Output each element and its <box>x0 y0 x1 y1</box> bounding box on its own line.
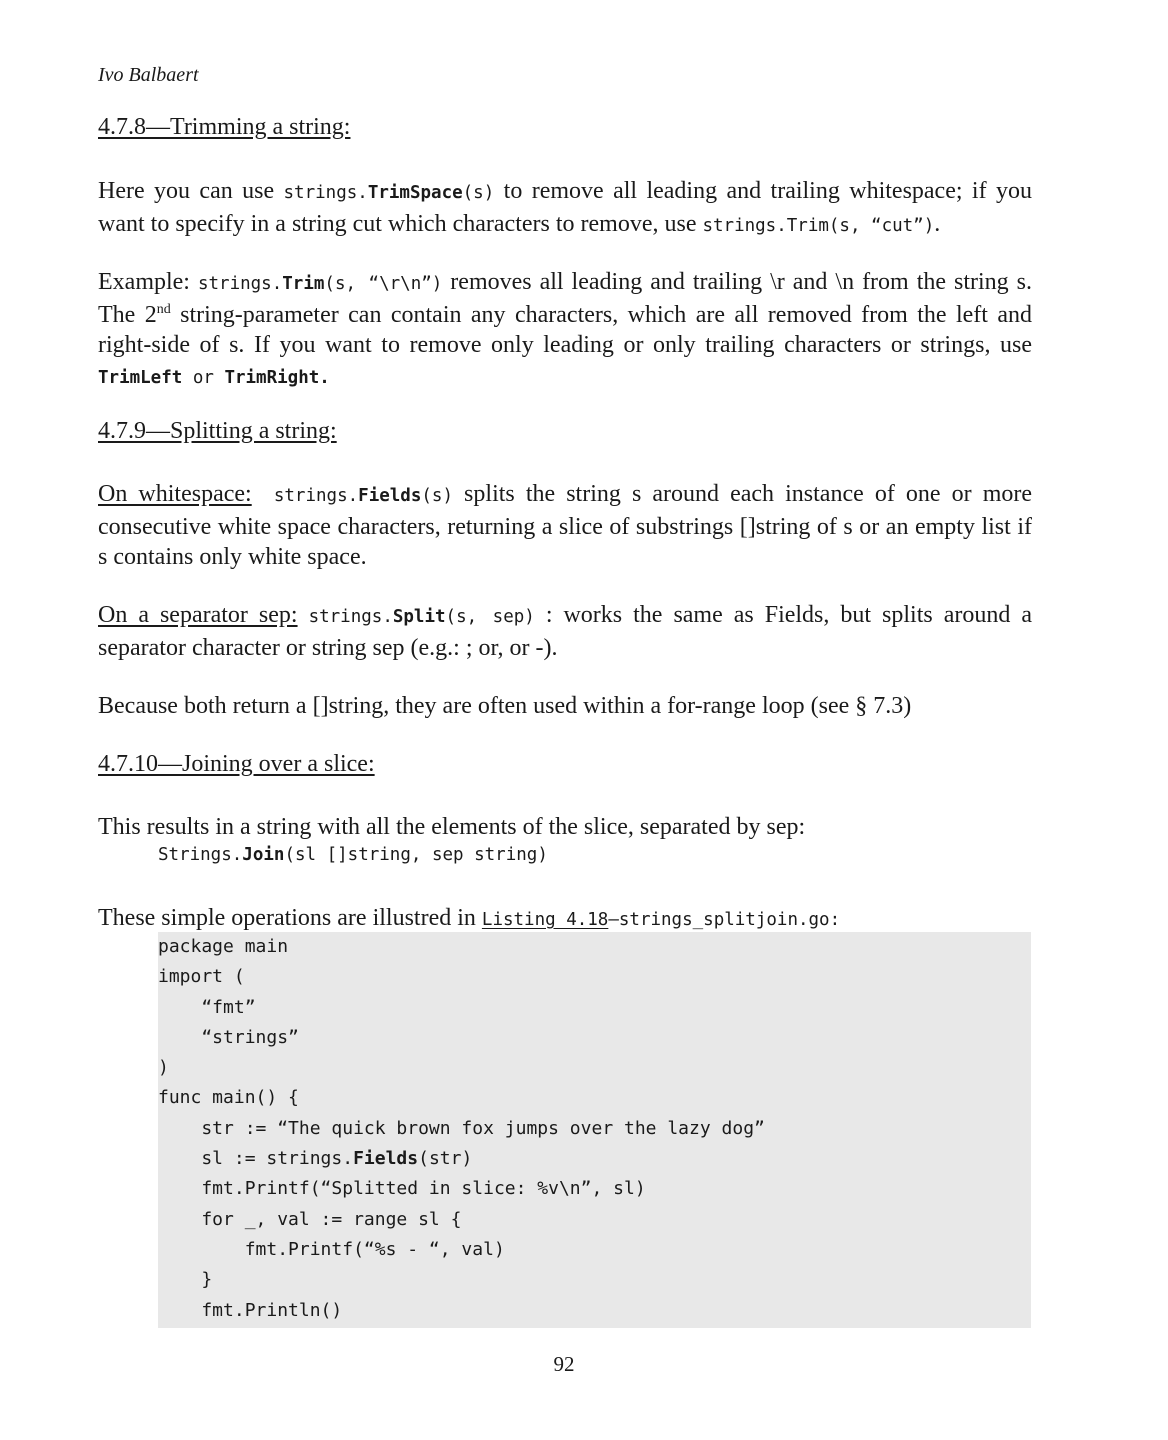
running-header-author: Ivo Balbaert <box>98 64 199 86</box>
code-line: “fmt” <box>158 996 256 1018</box>
paragraph-for-range: Because both return a []string, they are often used within a for-range loop (see § 7.3) <box>98 693 912 719</box>
section-heading-trim: 4.7.8—Trimming a string: <box>98 114 351 140</box>
code-listing <box>158 932 1031 1328</box>
code-line: fmt.Printf(“%s - “, val) <box>158 1238 505 1260</box>
paragraph-listing-intro: These simple operations are illustred in Listing 4.18—strings_splitjoin.go: <box>98 905 841 931</box>
listing-link[interactable]: Listing 4.18 <box>481 910 609 930</box>
code-line: sl := strings.Fields(str) <box>158 1148 473 1170</box>
code-line: fmt.Printf(“Splitted in slice: %v\n”, sl) <box>158 1178 646 1200</box>
page-number: 92 <box>553 1352 575 1376</box>
code-line: fmt.Println() <box>158 1299 343 1321</box>
code-line: “strings” <box>158 1026 299 1048</box>
paragraph-join: This results in a string with all the elements of the slice, separated by sep: <box>98 814 806 840</box>
code-line: for _, val := range sl { <box>158 1208 462 1230</box>
code-line: import ( <box>158 966 245 988</box>
code-line: } <box>158 1269 213 1291</box>
code-line: str := “The quick brown fox jumps over the lazy dog” <box>158 1117 765 1139</box>
paragraph-split: On a separator sep: strings.Split(s, sep) : works the same as Fields, but splits around a separator character or string sep (e.g.: ; or, or -). <box>98 602 1033 661</box>
code-line: func main() { <box>158 1087 299 1109</box>
code-line: ) <box>158 1057 169 1079</box>
paragraph-trimspace: Here you can use strings.TrimSpace(s) to remove all leading and trailing whitespace; if you want to specify in a string cut which characters to remove, use strings.Trim(s, “cut”). <box>98 178 1032 237</box>
paragraph-trim-example: Example: strings.Trim(s, “\r\n”) removes all leading and trailing \r and \n from the string s. The 2nd string-parameter can contain any characters, which are all removed from the left and right-side of s. If you want to remove only leading or only trailing characters or strings, use TrimLeft or TrimRight. <box>98 269 1033 388</box>
join-signature: Strings.Join(sl []string, sep string) <box>158 845 548 865</box>
section-heading-split: 4.7.9—Splitting a string: <box>98 418 337 444</box>
code-line: package main <box>158 936 289 957</box>
paragraph-fields: On whitespace: strings.Fields(s) splits the string s around each instance of one or more consecutive white space characters, returning a slice of substrings []string of s or an empty list if s contains only white space. <box>98 481 1033 570</box>
section-heading-join: 4.7.10—Joining over a slice: <box>98 751 375 777</box>
